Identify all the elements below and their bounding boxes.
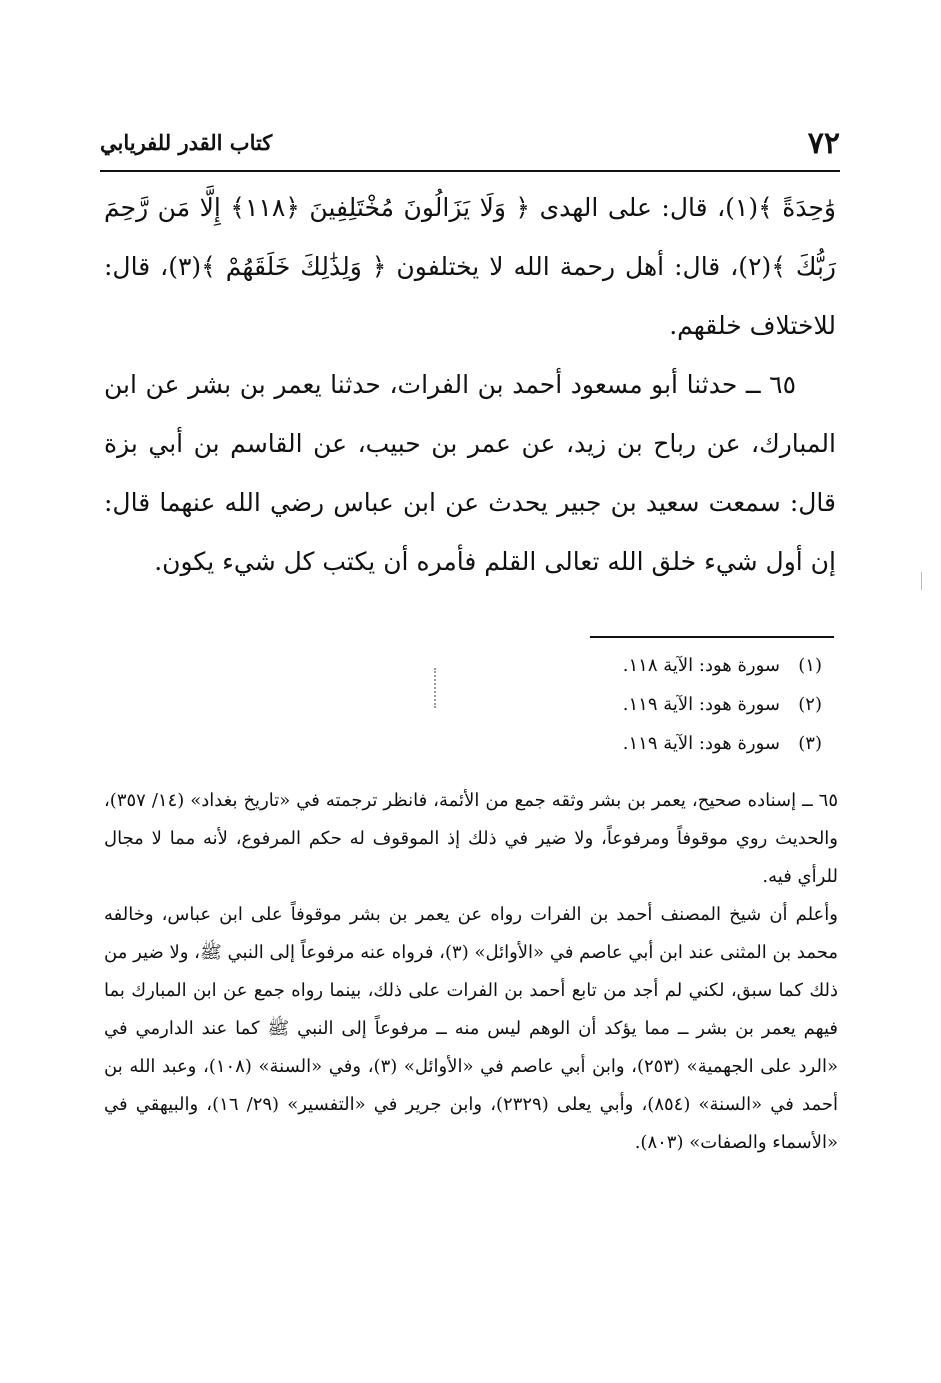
footnote-item [104,646,836,685]
page-number: ٧٢ [807,126,840,161]
footnote-rule [590,636,834,638]
hadith-paragraph: ٦٥ ــ حدثنا أبو مسعود أحمد بن الفرات، حدثنا يعمر بن بشر عن ابن المبارك، عن رباح بن زيد، عن عمر بن حبيب، عن القاسم بن أبي بزة قال: سمعت سعيد بن جبير يحدث عن ابن عباس رضي الله عنهما قال: إن أول شيء خلق الله تعالى القلم فأمره أن يكتب كل شيء يكون. [104,370,836,576]
footnote-item [104,724,836,763]
main-text [104,178,836,591]
running-title: كتاب القدر للفريابي [100,130,273,155]
footnote-text: سورة هود: الآية ١١٩. [622,694,780,715]
footnote-number: (٢) [798,694,822,715]
footnotes [104,646,836,763]
commentary [104,782,838,1162]
header-rule [100,170,840,172]
commentary-paragraph-2: وأعلم أن شيخ المصنف أحمد بن الفرات رواه عن يعمر بن بشر موقوفاً على ابن عباس، وخالفه محمد بن المثنى عند ابن أبي عاصم في «الأوائل» (٣)، فرواه عنه مرفوعاً إلى النبي ﷺ، ولا ضير من ذلك كما سبق، لكني لم أجد من تابع أحمد بن الفرات على ذلك، بينما رواه جمع عن ابن المبارك بما فيهم يعمر بن بشر ــ مما يؤكد أن الوهم ليس منه ــ مرفوعاً إلى النبي ﷺ كما عند الدارمي في «الرد على الجهمية» (٢٥٣)، وابن أبي عاصم في «الأوائل» (٣)، وفي «السنة» (١٠٨)، وعبد الله بن أحمد في «السنة» (٨٥٤)، وأبي يعلى (٢٣٢٩)، وابن جرير في «التفسير» (٢٩/ ١٦)، والبيهقي في «الأسماء والصفات» (٨٠٣). [104,904,839,1153]
footnote-item [104,685,836,724]
footnote-number: (١) [798,655,822,676]
page-header [100,126,840,166]
commentary-paragraph-1: ٦٥ ــ إسناده صحيح، يعمر بن بشر وثقه جمع من الأئمة، فانظر ترجمته في «تاريخ بغداد» (١٤/ ٣٥٧)، والحديث روي موقوفاً ومرفوعاً، ولا ضير في ذلك إذ الموقوف له حكم المرفوع، لأنه مما لا مجال للرأي فيه. [104,790,838,887]
footnote-number: (٣) [798,733,822,754]
continuation-paragraph: وَٰحِدَةً ﴾(١)، قال: على الهدى ﴿ وَلَا يَزَالُونَ مُخْتَلِفِينَ ﴿١١٨﴾ إِلَّا مَن رَّحِمَ رَبُّكَ ﴾(٢)، قال: أهل رحمة الله لا يختلفون ﴿ وَلِذَٰلِكَ خَلَقَهُمْ ﴾(٣)، قال: للاختلاف خلقهم. [104,193,836,340]
footnote-text: سورة هود: الآية ١١٨. [622,655,780,676]
margin-mark [921,572,922,590]
footnote-text: سورة هود: الآية ١١٩. [622,733,780,754]
